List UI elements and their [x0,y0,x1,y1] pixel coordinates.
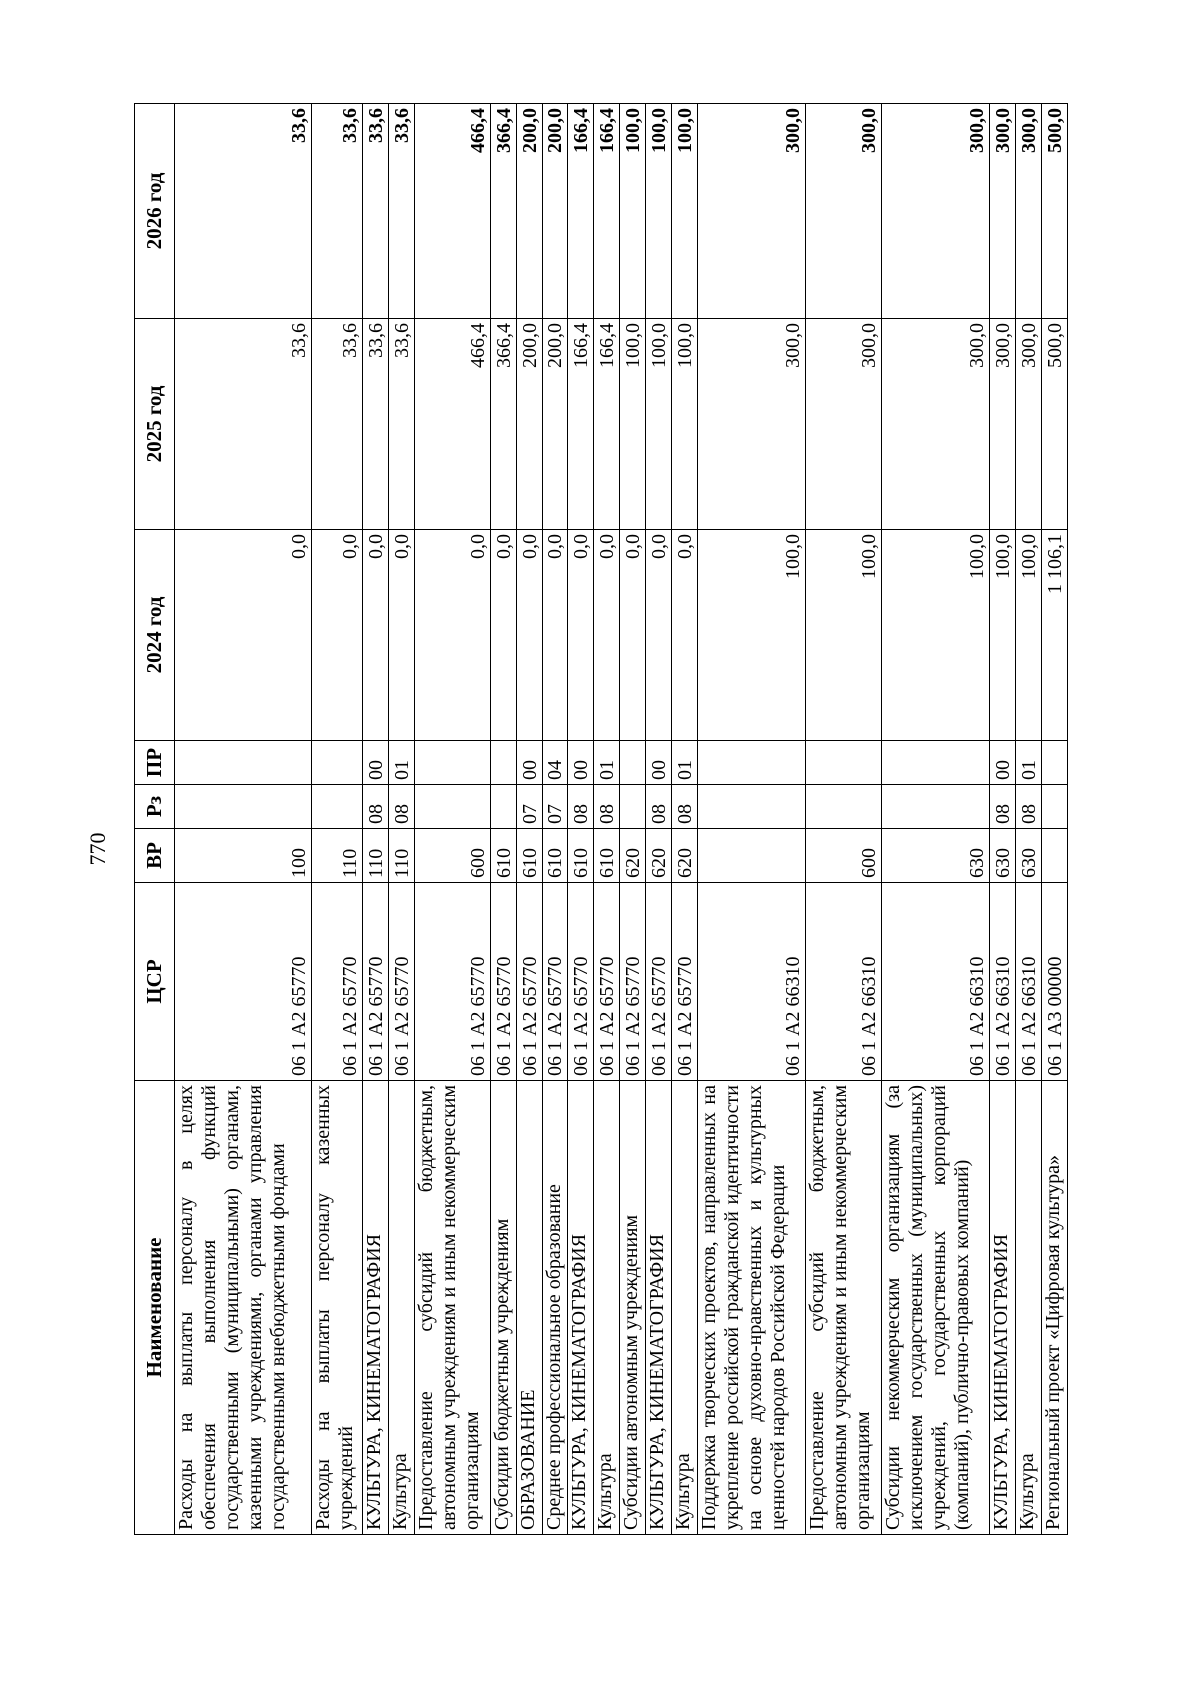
cell-y2026: 166,4 [594,104,620,319]
page-number: 770 [85,832,110,866]
cell-y2025: 300,0 [1015,319,1041,530]
table-row [363,104,389,1535]
cell-y2026: 300,0 [698,104,806,319]
cell-rz [175,785,312,829]
table-row [542,104,568,1535]
table-body [175,104,1068,1535]
cell-y2025: 100,0 [620,319,646,530]
cell-csr: 06 1 А2 66310 [990,883,1016,1081]
cell-name: КУЛЬТУРА, КИНЕМАТОГРАФИЯ [568,1081,594,1535]
table-row [516,104,542,1535]
cell-csr: 06 1 А2 65770 [620,883,646,1081]
cell-pr [698,741,806,785]
cell-vr: 620 [620,829,646,883]
cell-y2024: 100,0 [1015,530,1041,741]
cell-name: Субсидии автономным учреждениям [620,1081,646,1535]
cell-rz: 08 [568,785,594,829]
cell-y2024: 0,0 [490,530,516,741]
cell-vr: 600 [414,829,490,883]
cell-y2024: 0,0 [516,530,542,741]
cell-name: КУЛЬТУРА, КИНЕМАТОГРАФИЯ [990,1081,1016,1535]
cell-pr: 01 [389,741,415,785]
cell-pr: 00 [646,741,672,785]
table-row [568,104,594,1535]
cell-pr: 01 [594,741,620,785]
cell-y2024: 0,0 [672,530,698,741]
cell-y2025: 300,0 [698,319,806,530]
table-row [594,104,620,1535]
cell-vr [1041,829,1067,883]
table-row [389,104,415,1535]
table-row [881,104,989,1535]
cell-y2025: 300,0 [881,319,989,530]
cell-vr: 610 [594,829,620,883]
cell-rz: 08 [363,785,389,829]
cell-y2024: 0,0 [568,530,594,741]
cell-y2025: 166,4 [568,319,594,530]
cell-csr: 06 1 А2 65770 [312,883,363,1081]
cell-y2026: 166,4 [568,104,594,319]
cell-y2024: 100,0 [806,530,882,741]
cell-pr: 01 [1015,741,1041,785]
cell-rz: 08 [990,785,1016,829]
cell-csr: 06 1 А2 65770 [414,883,490,1081]
cell-pr [806,741,882,785]
cell-vr [698,829,806,883]
header-2025: 2025 год [135,319,175,530]
cell-rz [620,785,646,829]
cell-y2026: 33,6 [389,104,415,319]
cell-y2026: 100,0 [620,104,646,319]
cell-pr [1041,741,1067,785]
cell-y2024: 0,0 [542,530,568,741]
cell-rz [490,785,516,829]
cell-csr: 06 1 А2 66310 [1015,883,1041,1081]
table-row [990,104,1016,1535]
cell-y2025: 100,0 [646,319,672,530]
header-rz: Рз [135,785,175,829]
table-row [1041,104,1067,1535]
cell-csr: 06 1 А2 65770 [389,883,415,1081]
cell-y2025: 33,6 [175,319,312,530]
cell-vr: 630 [1015,829,1041,883]
table-row [1015,104,1041,1535]
cell-csr: 06 1 А2 66310 [806,883,882,1081]
cell-vr: 110 [312,829,363,883]
table-row [620,104,646,1535]
cell-name: Региональный проект «Цифровая культура» [1041,1081,1067,1535]
cell-y2024: 0,0 [414,530,490,741]
cell-y2024: 100,0 [990,530,1016,741]
cell-vr: 600 [806,829,882,883]
cell-rz [881,785,989,829]
cell-pr: 00 [516,741,542,785]
cell-csr: 06 1 А2 66310 [698,883,806,1081]
cell-pr: 04 [542,741,568,785]
cell-csr: 06 1 А2 65770 [568,883,594,1081]
cell-y2024: 100,0 [881,530,989,741]
cell-y2024: 0,0 [594,530,620,741]
cell-name: Расходы на выплаты персоналу казенных учреждений [312,1081,363,1535]
cell-y2025: 100,0 [672,319,698,530]
table-row [806,104,882,1535]
cell-vr: 630 [881,829,989,883]
cell-rz: 08 [389,785,415,829]
cell-rz [698,785,806,829]
cell-y2026: 200,0 [516,104,542,319]
budget-table-rotated [134,104,1068,1535]
cell-csr: 06 1 А2 65770 [516,883,542,1081]
cell-csr: 06 1 А2 65770 [646,883,672,1081]
cell-vr: 110 [363,829,389,883]
cell-name: Среднее профессиональное образование [542,1081,568,1535]
cell-y2024: 100,0 [698,530,806,741]
cell-vr: 610 [490,829,516,883]
cell-name: Культура [672,1081,698,1535]
cell-pr [881,741,989,785]
cell-y2026: 300,0 [881,104,989,319]
table-row [646,104,672,1535]
cell-y2026: 300,0 [990,104,1016,319]
table-header-row [135,104,175,1535]
header-csr: ЦСР [135,883,175,1081]
cell-y2026: 33,6 [175,104,312,319]
cell-y2025: 500,0 [1041,319,1067,530]
cell-y2024: 1 106,1 [1041,530,1067,741]
table-row [312,104,363,1535]
cell-y2026: 500,0 [1041,104,1067,319]
cell-y2025: 166,4 [594,319,620,530]
cell-csr: 06 1 А2 66310 [881,883,989,1081]
cell-rz: 07 [542,785,568,829]
cell-rz [414,785,490,829]
cell-rz: 08 [594,785,620,829]
cell-csr: 06 1 А2 65770 [594,883,620,1081]
cell-y2026: 100,0 [646,104,672,319]
cell-vr: 620 [646,829,672,883]
cell-y2025: 33,6 [389,319,415,530]
cell-rz: 08 [672,785,698,829]
cell-vr: 610 [568,829,594,883]
cell-y2024: 0,0 [620,530,646,741]
header-2026: 2026 год [135,104,175,319]
budget-table [134,103,1068,1535]
cell-y2026: 366,4 [490,104,516,319]
cell-y2025: 366,4 [490,319,516,530]
cell-y2025: 300,0 [990,319,1016,530]
cell-vr: 610 [516,829,542,883]
cell-y2024: 0,0 [389,530,415,741]
header-vr: ВР [135,829,175,883]
cell-y2025: 200,0 [542,319,568,530]
table-row [698,104,806,1535]
cell-rz: 08 [1015,785,1041,829]
cell-pr: 00 [568,741,594,785]
cell-name: Культура [389,1081,415,1535]
cell-y2025: 300,0 [806,319,882,530]
cell-y2026: 33,6 [363,104,389,319]
header-2024: 2024 год [135,530,175,741]
cell-pr [312,741,363,785]
cell-pr: 00 [990,741,1016,785]
cell-name: ОБРАЗОВАНИЕ [516,1081,542,1535]
cell-pr [490,741,516,785]
cell-y2026: 300,0 [806,104,882,319]
cell-rz [312,785,363,829]
cell-y2025: 33,6 [312,319,363,530]
cell-pr [414,741,490,785]
cell-y2026: 466,4 [414,104,490,319]
cell-name: Субсидии бюджетным учреждениям [490,1081,516,1535]
cell-y2025: 200,0 [516,319,542,530]
cell-name: Субсидии некоммерческим организациям (за исключением государственных (муниципальных) учреждений, государственных корпораций (компаний), публично-правовых компаний) [881,1081,989,1535]
cell-y2026: 33,6 [312,104,363,319]
cell-name: Культура [1015,1081,1041,1535]
cell-rz: 08 [646,785,672,829]
table-row [175,104,312,1535]
cell-name: Предоставление субсидий бюджетным, автономным учреждениям и иным некоммерческим организациям [806,1081,882,1535]
cell-rz: 07 [516,785,542,829]
cell-rz [1041,785,1067,829]
cell-y2025: 33,6 [363,319,389,530]
header-name: Наименование [135,1081,175,1535]
cell-vr: 630 [990,829,1016,883]
cell-vr: 610 [542,829,568,883]
cell-rz [806,785,882,829]
cell-csr: 06 1 А2 65770 [490,883,516,1081]
cell-name: Культура [594,1081,620,1535]
table-row [672,104,698,1535]
cell-vr: 100 [175,829,312,883]
header-pr: ПР [135,741,175,785]
cell-pr: 00 [363,741,389,785]
cell-vr: 620 [672,829,698,883]
cell-csr: 06 1 А2 65770 [672,883,698,1081]
table-row [414,104,490,1535]
cell-csr: 06 1 А2 65770 [175,883,312,1081]
cell-csr: 06 1 А3 00000 [1041,883,1067,1081]
table-row [490,104,516,1535]
cell-name: Поддержка творческих проектов, направленных на укрепление российской гражданской идентичности на основе духовно-нравственных и культурных ценностей народов Российской Федерации [698,1081,806,1535]
cell-vr: 110 [389,829,415,883]
cell-y2024: 0,0 [312,530,363,741]
cell-pr [620,741,646,785]
cell-csr: 06 1 А2 65770 [542,883,568,1081]
cell-pr [175,741,312,785]
cell-y2026: 100,0 [672,104,698,319]
cell-pr: 01 [672,741,698,785]
cell-y2026: 300,0 [1015,104,1041,319]
cell-y2024: 0,0 [175,530,312,741]
cell-y2026: 200,0 [542,104,568,319]
cell-name: КУЛЬТУРА, КИНЕМАТОГРАФИЯ [363,1081,389,1535]
cell-y2024: 0,0 [646,530,672,741]
cell-name: Расходы на выплаты персоналу в целях обеспечения выполнения функций государственными (муниципальными) органами, казенными учреждениями, органами управления государственными внебюджетными фондами [175,1081,312,1535]
cell-y2025: 466,4 [414,319,490,530]
cell-name: КУЛЬТУРА, КИНЕМАТОГРАФИЯ [646,1081,672,1535]
cell-csr: 06 1 А2 65770 [363,883,389,1081]
cell-name: Предоставление субсидий бюджетным, автономным учреждениям и иным некоммерческим организациям [414,1081,490,1535]
cell-y2024: 0,0 [363,530,389,741]
